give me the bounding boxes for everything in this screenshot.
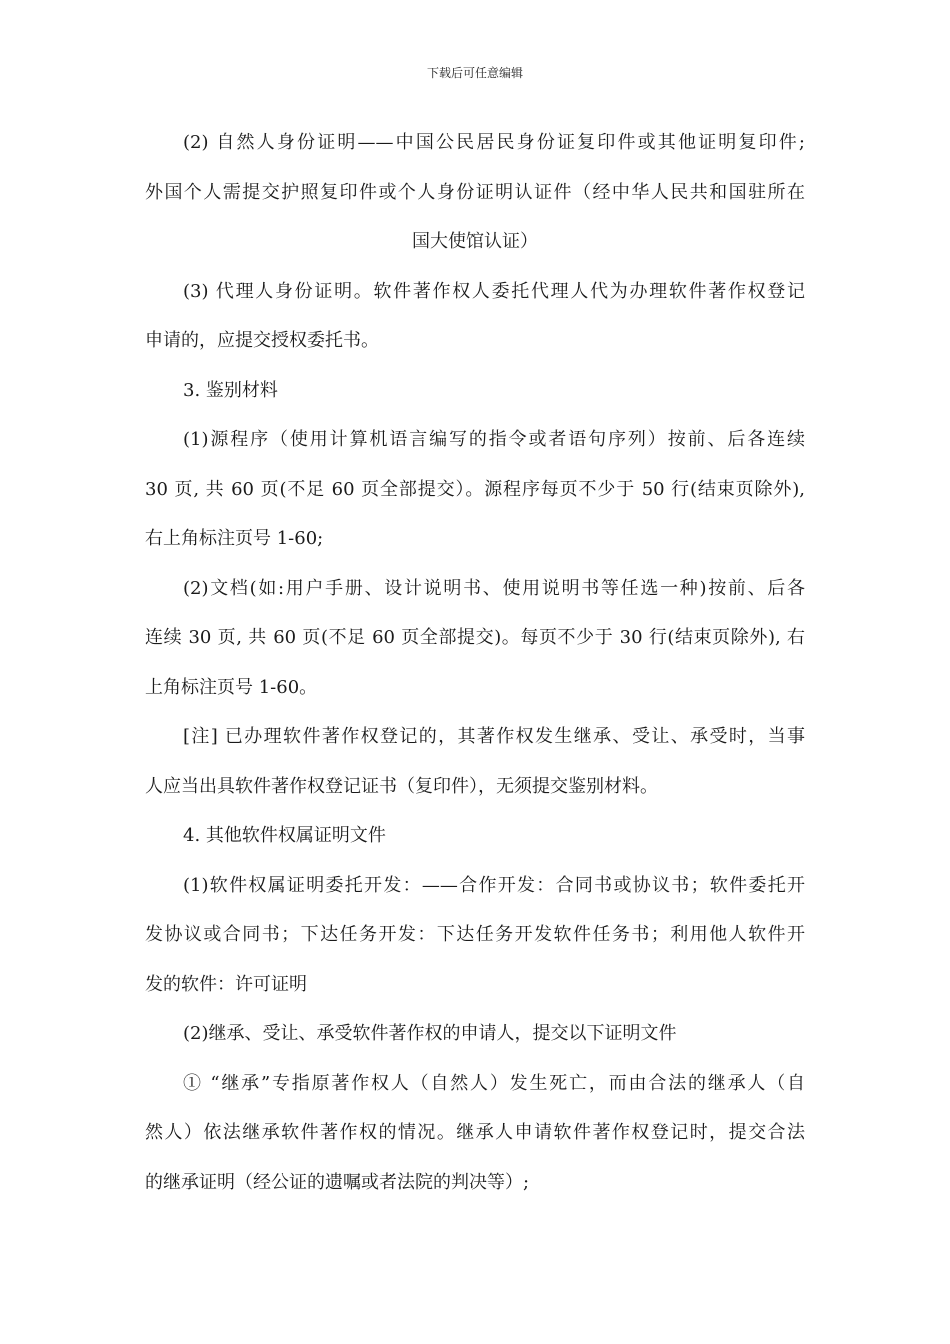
paragraph-line: 申请的，应提交授权委托书。 bbox=[145, 330, 379, 351]
paragraph-line: 上角标注页号 1-60。 bbox=[145, 676, 318, 698]
paragraph-line: [注] 已办理软件著作权登记的，其著作权发生继承、受让、承受时，当事 bbox=[183, 726, 805, 747]
paragraph-line: 30 页, 共 60 页(不足 60 页全部提交）。源程序每页不少于 50 行(结束页除外), bbox=[145, 478, 805, 500]
paragraph-line: 人应当出具软件著作权登记证书（复印件），无须提交鉴别材料。 bbox=[145, 775, 658, 797]
paragraph-line: 的继承证明（经公证的遗嘱或者法院的判决等）; bbox=[145, 1171, 530, 1193]
paragraph-line: 发协议或合同书；下达任务开发：下达任务开发软件任务书；利用他人软件开 bbox=[145, 924, 805, 945]
paragraph-line: 右上角标注页号 1-60; bbox=[145, 528, 324, 549]
paragraph-line: (1)源程序（使用计算机语言编写的指令或者语句序列）按前、后各连续 bbox=[183, 429, 805, 450]
paragraph-line: 外国个人需提交护照复印件或个人身份证明认证件（经中华人民共和国驻所在 bbox=[145, 181, 805, 203]
section-heading: 4. 其他软件权属证明文件 bbox=[183, 825, 386, 846]
paragraph-line: 然人）依法继承软件著作权的情况。继承人申请软件著作权登记时，提交合法 bbox=[145, 1122, 805, 1143]
paragraph-line: (2)继承、受让、承受软件著作权的申请人，提交以下证明文件 bbox=[183, 1023, 677, 1044]
paragraph-line: (2) 自然人身份证明——中国公民居民身份证复印件或其他证明复印件; bbox=[183, 132, 805, 153]
paragraph-line: ① “继承”专指原著作权人（自然人）发生死亡，而由合法的继承人（自 bbox=[183, 1072, 805, 1094]
paragraph-line: (3) 代理人身份证明。软件著作权人委托代理人代为办理软件著作权登记 bbox=[183, 280, 805, 302]
document-body bbox=[145, 118, 805, 1207]
page-header: 下载后可任意编辑 bbox=[426, 66, 523, 80]
paragraph-line: (2)文档(如:用户手册、设计说明书、使用说明书等任选一种)按前、后各 bbox=[183, 577, 805, 599]
section-heading: 3. 鉴别材料 bbox=[183, 379, 278, 401]
paragraph-line: 发的软件：许可证明 bbox=[145, 973, 307, 995]
paragraph-line: (1)软件权属证明委托开发：——合作开发：合同书或协议书；软件委托开 bbox=[183, 874, 805, 896]
paragraph-line: 国大使馆认证） bbox=[412, 231, 538, 252]
paragraph-line: 连续 30 页, 共 60 页(不足 60 页全部提交)。每页不少于 30 行(结束页除外), 右 bbox=[145, 627, 805, 648]
